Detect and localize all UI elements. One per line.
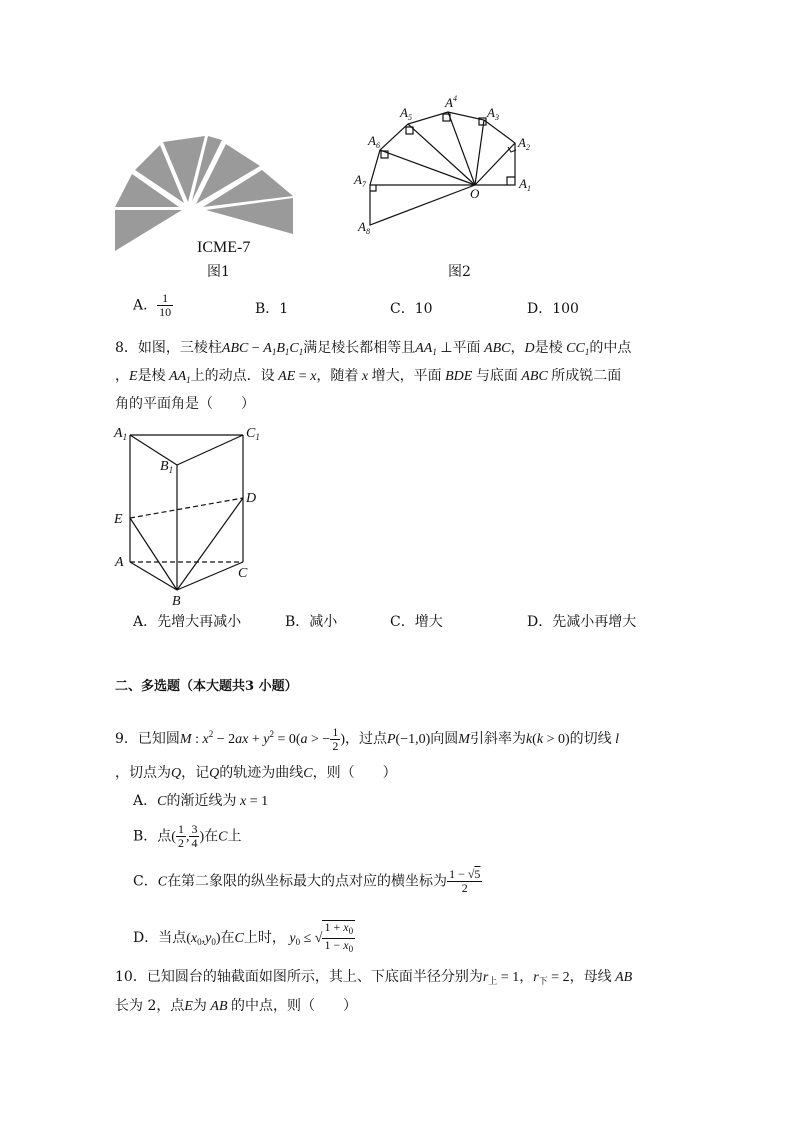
q10-stem-line-2: 长为 2，点E为 AB 的中点，则（ ） <box>115 998 358 1014</box>
point-label-A3: $A_3$ <box>487 105 499 122</box>
point-label-A2: $A_2$ <box>518 135 530 152</box>
prism-label-E: E <box>114 512 123 527</box>
q8-option-b: B．减小 <box>285 614 338 630</box>
q7-option-d: D．100 <box>527 301 579 317</box>
prism-label-B: B <box>172 594 181 609</box>
figure-1-label: 图1 <box>207 264 230 280</box>
q8-option-d: D．先减小再增大 <box>527 614 637 630</box>
prism-label-D: D <box>246 491 257 506</box>
figure-q8-prism <box>110 420 270 610</box>
q7-option-c: C．10 <box>390 301 433 317</box>
prism-label-B1: $B_1$ <box>160 459 174 475</box>
prism-label-A: A <box>115 555 124 570</box>
prism-label-C: C <box>238 566 248 581</box>
figure-2-spiral <box>350 95 550 245</box>
q7-option-a <box>133 292 173 319</box>
q9-option-a: A．C的渐近线为 x = 1 <box>133 793 269 809</box>
q8-stem-line-1: 8．如图，三棱柱ABC − $A_1B_1C_1$满足棱长都相等且$AA_1$ ⊥平面 ABC，D是棱 $CC_1$的中点 <box>115 340 632 357</box>
q10-stem-line-1: 10．已知圆台的轴截面如图所示，其上、下底面半径分别为$r_上 = 1$，$r_下 = 2$，母线 AB <box>115 969 633 987</box>
q8-stem-line-2: ，E是棱 $AA_1$上的动点．设 AE = x，随着 x 增大，平面 BDE 与底面 ABC 所成锐二面 <box>115 368 622 385</box>
q9-option-b: B．点( $\frac{1}{2}$ , $\frac{3}{4}$ )在C上 <box>133 822 242 850</box>
point-label-O: O <box>470 186 480 201</box>
q7-option-a-fraction: $\frac{1}{10}$ <box>159 291 172 319</box>
q9-stem-line-2: ，切点为Q，记Q的轨迹为曲线C，则（ ） <box>115 765 397 781</box>
q9-option-d: D．当点$(x_0,y_0)$在C上时， $y_0$ ≤ √ $\frac{1 + x_0}{1 - x_0}$ <box>133 920 354 954</box>
prism-label-A1: $A_1$ <box>114 426 128 442</box>
q8-option-a: A．先增大再减小 <box>133 614 242 630</box>
figure-1-caption: ICME-7 <box>197 239 251 256</box>
figure-1-icme-logo <box>110 130 300 255</box>
q7-option-b: B．1 <box>255 301 289 317</box>
point-label-A5: $A_5$ <box>400 105 412 122</box>
q8-option-c: C．增大 <box>390 614 443 630</box>
point-label-A1: $A_1$ <box>519 176 531 193</box>
section-2-title: 二、多选题（本大题共3 小题） <box>115 679 298 694</box>
point-label-A8: $A_8$ <box>358 219 370 236</box>
q8-stem-line-3: 角的平面角是（ ） <box>115 396 255 412</box>
prism-label-C1: $C_1$ <box>246 426 260 442</box>
point-label-A4: $A^4$ <box>445 95 457 110</box>
q9-option-c: C．C在第二象限的纵坐标最大的点对应的横坐标为 $\frac{1 - √5}{2}$ <box>133 867 481 895</box>
q9-stem-line-1: 9．已知圆M : $x^2 - 2ax + y^2 = 0(a$ > − $\frac{1}{2}$ )，过点P(−1,0)向圆M引斜率为k(k > 0)的切线 l <box>115 724 620 753</box>
point-label-A7: $A_7$ <box>354 172 366 189</box>
q7-option-a-label: A． <box>133 297 158 314</box>
point-label-A6: $A_6$ <box>368 133 380 150</box>
figure-2-label: 图2 <box>448 264 471 280</box>
